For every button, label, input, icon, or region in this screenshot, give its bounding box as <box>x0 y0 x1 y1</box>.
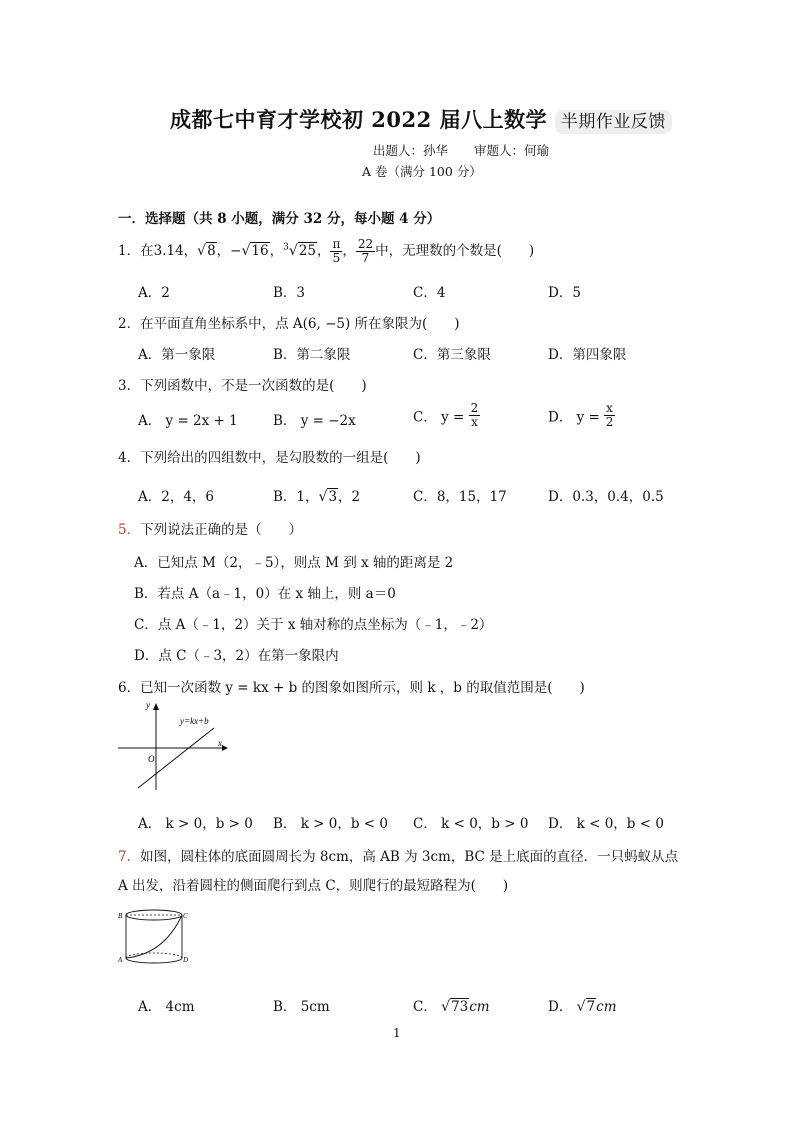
q1-pi-frac: $\frac{\pi}{5}$ <box>332 237 341 265</box>
q2-option-b[interactable]: B．第二象限 <box>273 347 351 363</box>
q7-option-c[interactable]: C． √73cm <box>413 999 490 1015</box>
author: 出题人：孙华 <box>373 143 449 158</box>
reviewer: 审题人：何瑜 <box>474 143 550 158</box>
line-label: y=kx+b <box>180 716 209 726</box>
page-number: 1 <box>393 1026 401 1040</box>
section-heading: 一．选择题（共 8 小题，满分 32 分，每小题 4 分） <box>118 211 441 227</box>
q4-option-b[interactable]: B．1，√3，2 <box>273 489 361 505</box>
q1-option-a[interactable]: A．2 <box>138 285 170 301</box>
point-b-label: B <box>118 912 123 920</box>
question-5 <box>118 518 302 538</box>
q1-option-c[interactable]: C．4 <box>413 285 446 301</box>
q4-option-a[interactable]: A．2，4，6 <box>138 489 215 505</box>
q7-option-b[interactable]: B． 5cm <box>273 999 330 1015</box>
title-subtitle: 半期作业反馈 <box>555 110 672 134</box>
y-axis-arrow <box>153 703 159 710</box>
q3-option-d[interactable]: D． y = $\frac{x}{2}$ <box>548 401 614 429</box>
question-7 <box>118 845 678 865</box>
author-line <box>373 141 571 159</box>
point-a-label: A <box>118 956 123 964</box>
q1-sqrt16: 16 <box>251 243 269 259</box>
question-7-line2: A 出发，沿着圆柱的侧面爬行到点 C，则爬行的最短路程为( ) <box>118 878 509 894</box>
q7-option-a[interactable]: A． 4cm <box>138 999 195 1015</box>
q4-option-c[interactable]: C．8，15，17 <box>413 489 507 505</box>
q1-option-d[interactable]: D．5 <box>548 285 581 301</box>
x-label: x <box>218 738 222 748</box>
q1-pre: 在 <box>140 243 154 259</box>
bottom-back <box>126 953 182 958</box>
q1-22-7-frac: $\frac{22}{7}$ <box>357 237 374 265</box>
q2-option-c[interactable]: C．第三象限 <box>413 347 491 363</box>
q6-option-b[interactable]: B． k > 0，b < 0 <box>273 816 389 832</box>
title-main: 成都七中育才学校初 2022 届八上数学 <box>170 107 548 132</box>
q5-option-a[interactable]: A．已知点 M（2，﹣5），则点 M 到 x 轴的距离是 2 <box>134 555 454 571</box>
y-label: y <box>146 700 150 710</box>
point-d-label: D <box>183 956 189 964</box>
ant-path <box>126 915 182 958</box>
q6-graph <box>118 700 230 792</box>
q3-option-a[interactable]: A． y = 2x + 1 <box>138 413 238 429</box>
q1-n1: 3.14， <box>153 243 198 259</box>
q5-option-c[interactable]: C．点 A（﹣1，2）关于 x 轴对称的点坐标为（﹣1，﹣2） <box>134 617 493 633</box>
q7-cylinder-figure <box>116 904 192 968</box>
q7-number: 7． <box>118 849 141 865</box>
q5-option-d[interactable]: D．点 C（﹣3，2）在第一象限内 <box>134 648 339 664</box>
volume-label: A 卷（满分 100 分） <box>362 164 482 179</box>
x-axis-arrow <box>222 745 228 751</box>
q2-option-a[interactable]: A．第一象限 <box>138 347 216 363</box>
q5-number: 5． <box>118 522 141 538</box>
page-title <box>170 104 672 134</box>
q6-option-a[interactable]: A． k > 0，b > 0 <box>138 816 253 832</box>
q3-option-c[interactable]: C． y = $\frac{2}{x}$ <box>413 401 479 429</box>
q1-sqrt8: 8 <box>207 243 216 259</box>
q1-neg: ，− <box>216 243 242 259</box>
question-2: 2．在平面直角坐标系中，点 A(6, −5) 所在象限为( ) <box>118 316 460 332</box>
question-6: 6．已知一次函数 y = kx + b 的图象如图所示，则 k ，b 的取值范围是( ) <box>118 680 585 696</box>
q1-tail: 中，无理数的个数是( ) <box>375 243 535 259</box>
question-1: 1．在3.14，√8，−√16，$^3$√25， $\frac{\pi}{5}$ ， $\frac{22}{7}$ 中，无理数的个数是( ) <box>118 237 535 265</box>
question-4: 4．下列给出的四组数中，是勾股数的一组是( ) <box>118 450 421 466</box>
q5-text: 下列说法正确的是（ ） <box>140 522 303 538</box>
q7-line1: 如图，圆柱体的底面圆周长为 8cm，高 AB 为 3cm，BC 是上底面的直径．一只蚂蚁从点 <box>140 849 679 865</box>
q1-number: 1． <box>118 243 141 259</box>
q3-option-b[interactable]: B． y = −2x <box>273 413 356 429</box>
q4-option-d[interactable]: D．0.3，0.4，0.5 <box>548 489 664 505</box>
q1-option-b[interactable]: B．3 <box>273 285 306 301</box>
q5-option-b[interactable]: B．若点 A（a﹣1，0）在 x 轴上，则 a＝0 <box>134 586 396 602</box>
q1-cbrt25: 25 <box>298 243 316 259</box>
q2-option-d[interactable]: D．第四象限 <box>548 347 627 363</box>
bottom-front <box>126 958 182 963</box>
question-3: 3．下列函数中，不是一次函数的是( ) <box>118 378 367 394</box>
q6-option-d[interactable]: D． k < 0，b < 0 <box>548 816 664 832</box>
q1-cube-index: 3 <box>283 242 289 253</box>
q6-option-c[interactable]: C． k < 0，b > 0 <box>413 816 529 832</box>
q7-option-d[interactable]: D． √7cm <box>548 999 617 1015</box>
origin-label: O <box>148 754 155 764</box>
point-c-label: C <box>183 912 188 920</box>
